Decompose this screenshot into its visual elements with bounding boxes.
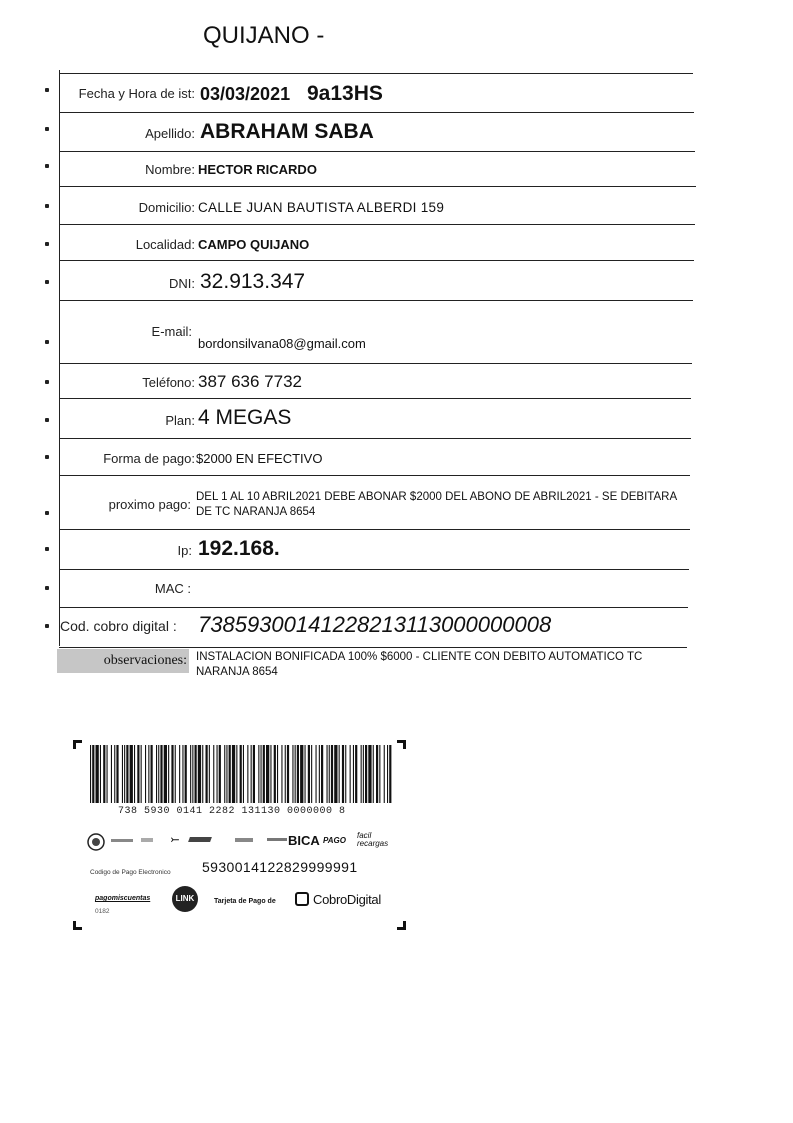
bica-logo: BICA [288, 833, 320, 848]
cod-cobro-label: Cod. cobro digital : [60, 618, 177, 634]
barcode-number: 738 5930 0141 2282 131130 0000000 8 [118, 806, 346, 817]
plan-value: 4 MEGAS [198, 406, 292, 429]
observaciones-value: INSTALACION BONIFICADA 100% $6000 - CLIENTE CON DEBITO AUTOMATICO TC NARANJA 8654 [196, 651, 643, 678]
nombre-label: Nombre: [145, 162, 195, 177]
ip-label: Ip: [177, 543, 192, 558]
cobrodigital-brand: CobroDigital [313, 892, 381, 907]
proximo-pago-label: proximo pago: [108, 497, 191, 512]
facil-recargas-logo: facil recargas [357, 831, 389, 848]
forma-pago-value: $2000 EN EFECTIVO [196, 451, 323, 466]
card-label: Tarjeta de Pago de [214, 898, 276, 905]
seal-icon [87, 833, 105, 851]
telefono-value: 387 636 7732 [198, 372, 302, 391]
logo-strip-3 [235, 838, 253, 842]
apellido-label: Apellido: [145, 126, 195, 141]
pagomiscuentas-logo: pagomiscuentas [95, 895, 151, 902]
nombre-value: HECTOR RICARDO [198, 162, 317, 177]
domicilio-label: Domicilio: [138, 200, 195, 215]
localidad-value: CAMPO QUIJANO [198, 237, 310, 252]
cobrodigital-icon [295, 892, 309, 906]
card-corner-bl [73, 921, 82, 930]
logo-arrow-icon [188, 837, 212, 842]
fecha-value: 03/03/2021 [200, 84, 291, 104]
logo-strip-4 [267, 838, 287, 841]
hora-value: 9a13HS [307, 82, 383, 105]
domicilio-value: CALLE JUAN BAUTISTA ALBERDI 159 [198, 200, 445, 215]
form-frame [59, 70, 694, 646]
localidad-label: Localidad: [135, 237, 195, 252]
logo-strip-2 [141, 838, 153, 842]
small-code: 0182 [95, 908, 110, 915]
card-corner-tl [73, 740, 82, 749]
apellido-value: ABRAHAM SABA [200, 120, 374, 143]
plan-label: Plan: [165, 413, 195, 428]
email-label: E-mail: [151, 324, 192, 339]
electronic-code: 5930014122829999991 [202, 859, 358, 875]
dni-value: 32.913.347 [200, 270, 306, 293]
mac-label: MAC : [154, 581, 191, 596]
electronic-code-label: Codigo de Pago Electronico [90, 869, 171, 876]
payment-logos-row [85, 830, 400, 854]
pago-logo: PAGO [323, 836, 346, 845]
barcode [88, 745, 393, 803]
page-title: QUIJANO - [203, 22, 325, 49]
card-corner-br [397, 921, 406, 930]
g-logo-icon: ⤚ [171, 834, 179, 845]
logo-strip-1 [111, 839, 133, 842]
cod-cobro-value: 73859300141228213113000000008 [198, 612, 552, 637]
link-logo: LINK [172, 886, 198, 912]
fecha-label: Fecha y Hora de ist: [78, 86, 195, 101]
ip-value: 192.168. [198, 537, 280, 560]
forma-pago-label: Forma de pago: [103, 451, 195, 466]
telefono-label: Teléfono: [142, 375, 195, 390]
card-corner-tr [397, 740, 406, 749]
dni-label: DNI: [169, 276, 195, 291]
observaciones-label: observaciones: [57, 649, 189, 673]
proximo-pago-value: DEL 1 AL 10 ABRIL2021 DEBE ABONAR $2000 DEL ABONO DE ABRIL2021 - SE DEBITARA DE TC NARANJA 8654 [196, 491, 677, 518]
email-value: bordonsilvana08@gmail.com [198, 336, 366, 351]
